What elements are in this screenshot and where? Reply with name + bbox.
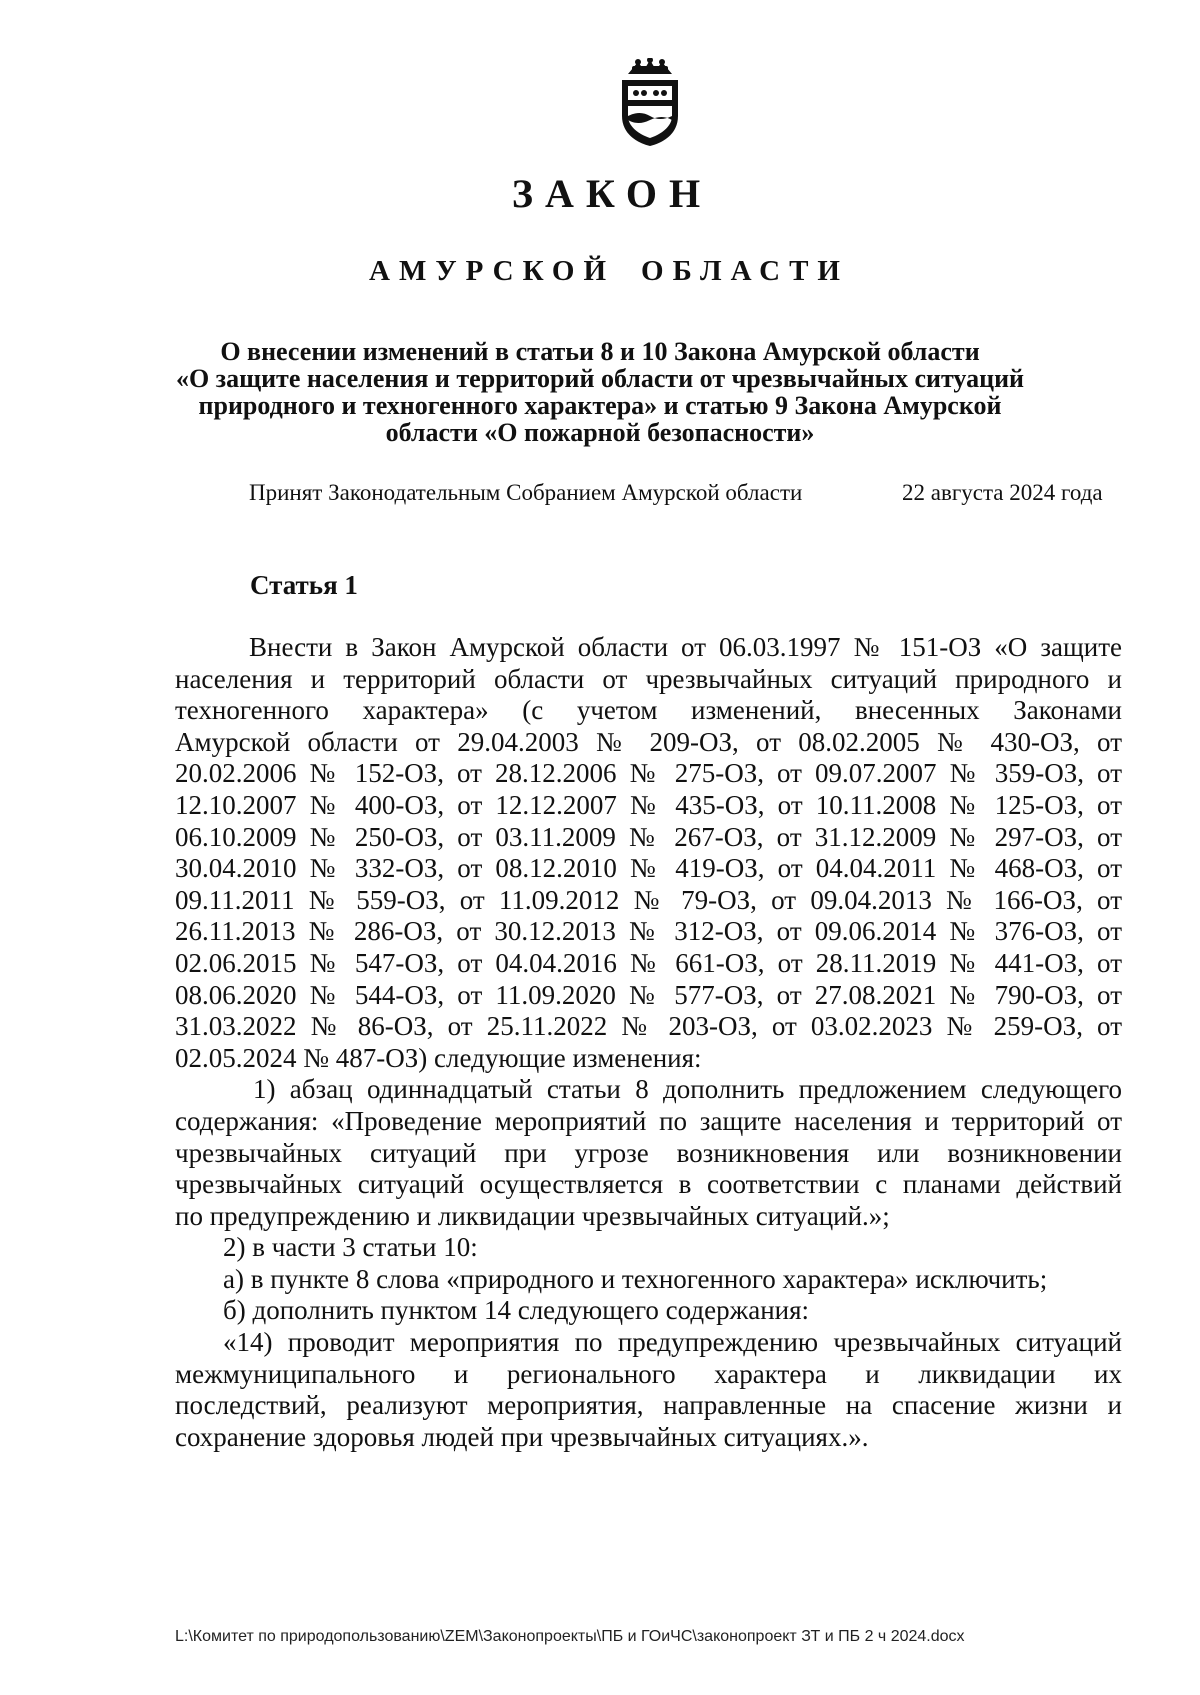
body-line: б) дополнить пунктом 14 следующего содержания: xyxy=(223,1295,810,1326)
region-word-2: ОБЛАСТИ xyxy=(641,255,849,287)
body-line: чрезвычайных ситуаций осуществляется в соответствии с планами действий xyxy=(175,1169,1122,1200)
body-line: 09.11.2011 № 559-ОЗ, от 11.09.2012 № 79-ОЗ, от 09.04.2013 № 166-ОЗ, от xyxy=(175,884,1122,915)
body-line: 31.03.2022 № 86-ОЗ, от 25.11.2022 № 203-ОЗ, от 03.02.2023 № 259-ОЗ, от xyxy=(175,1011,1122,1042)
body-line: 1) абзац одиннадцатый статьи 8 дополнить предложением следующего xyxy=(253,1074,1122,1105)
region-word-1: АМУРСКОЙ xyxy=(369,255,616,287)
law-title xyxy=(160,338,1040,446)
file-path-footer: L:\Комитет по природопользованию\ZEM\Законопроекты\ПБ и ГОиЧС\законопроект ЗТ и ПБ 2 ч 2024.docx xyxy=(175,1628,965,1645)
body-line: 26.11.2013 № 286-ОЗ, от 30.12.2013 № 312-ОЗ, от 09.06.2014 № 376-ОЗ, от xyxy=(175,916,1122,947)
body-line: 12.10.2007 № 400-ОЗ, от 12.12.2007 № 435-ОЗ, от 10.11.2008 № 125-ОЗ, от xyxy=(175,789,1122,820)
article-heading: Статья 1 xyxy=(250,570,358,600)
body-line: последствий, реализуют мероприятия, направленные на спасение жизни и xyxy=(175,1390,1122,1421)
body-line: «14) проводит мероприятия по предупреждению чрезвычайных ситуаций xyxy=(223,1327,1122,1358)
adopted-date: 22 августа 2024 года xyxy=(902,480,1103,505)
body-line: 30.04.2010 № 332-ОЗ, от 08.12.2010 № 419-ОЗ, от 04.04.2011 № 468-ОЗ, от xyxy=(175,853,1122,884)
document-region xyxy=(0,255,1200,288)
law-title-line: «О защите населения и территорий области от чрезвычайных ситуаций xyxy=(175,364,1025,393)
body-line: межмуниципального и регионального характера и ликвидации их xyxy=(175,1358,1122,1389)
body-line: 06.10.2009 № 250-ОЗ, от 03.11.2009 № 267-ОЗ, от 31.12.2009 № 297-ОЗ, от xyxy=(175,821,1122,852)
adopted-by: Принят Законодательным Собранием Амурской области xyxy=(249,480,803,505)
body-line: 08.06.2020 № 544-ОЗ, от 11.09.2020 № 577-ОЗ, от 27.08.2021 № 790-ОЗ, от xyxy=(175,979,1122,1010)
law-title-line: области «О пожарной безопасности» xyxy=(385,418,815,447)
body-line: техногенного характера» (с учетом изменений, внесенных Законами xyxy=(175,695,1122,726)
law-title-line: О внесении изменений в статьи 8 и 10 Закона Амурской области xyxy=(220,337,980,366)
body-line: Внести в Закон Амурской области от 06.03.1997 № 151-ОЗ «О защите xyxy=(249,632,1122,662)
body-line: сохранение здоровья людей при чрезвычайных ситуациях.». xyxy=(175,1421,869,1452)
body-line: 02.05.2024 № 487-ОЗ) следующие изменения: xyxy=(175,1042,702,1073)
body-line: Амурской области от 29.04.2003 № 209-ОЗ, от 08.02.2005 № 430-ОЗ, от xyxy=(175,726,1122,757)
body-line: 2) в части 3 статьи 10: xyxy=(223,1232,478,1263)
document-title-law: ЗАКОН xyxy=(511,171,713,216)
body-line: чрезвычайных ситуаций при угрозе возникновения или возникновении xyxy=(175,1137,1122,1168)
body-line: 02.06.2015 № 547-ОЗ, от 04.04.2016 № 661-ОЗ, от 28.11.2019 № 441-ОЗ, от xyxy=(175,947,1122,978)
body-line: 20.02.2006 № 152-ОЗ, от 28.12.2006 № 275-ОЗ, от 09.07.2007 № 359-ОЗ, от xyxy=(175,758,1122,789)
coat-of-arms-icon xyxy=(614,58,686,148)
body-line: населения и территорий области от чрезвычайных ситуаций природного и xyxy=(175,663,1122,694)
body-line: а) в пункте 8 слова «природного и техногенного характера» исключить; xyxy=(223,1263,1048,1294)
body-line: содержания: «Проведение мероприятий по защите населения и территорий от xyxy=(175,1105,1122,1136)
article-body xyxy=(175,632,1122,1453)
law-title-line: природного и техногенного характера» и статью 9 Закона Амурской xyxy=(198,391,1002,420)
body-line: по предупреждению и ликвидации чрезвычайных ситуаций.»; xyxy=(175,1200,890,1231)
